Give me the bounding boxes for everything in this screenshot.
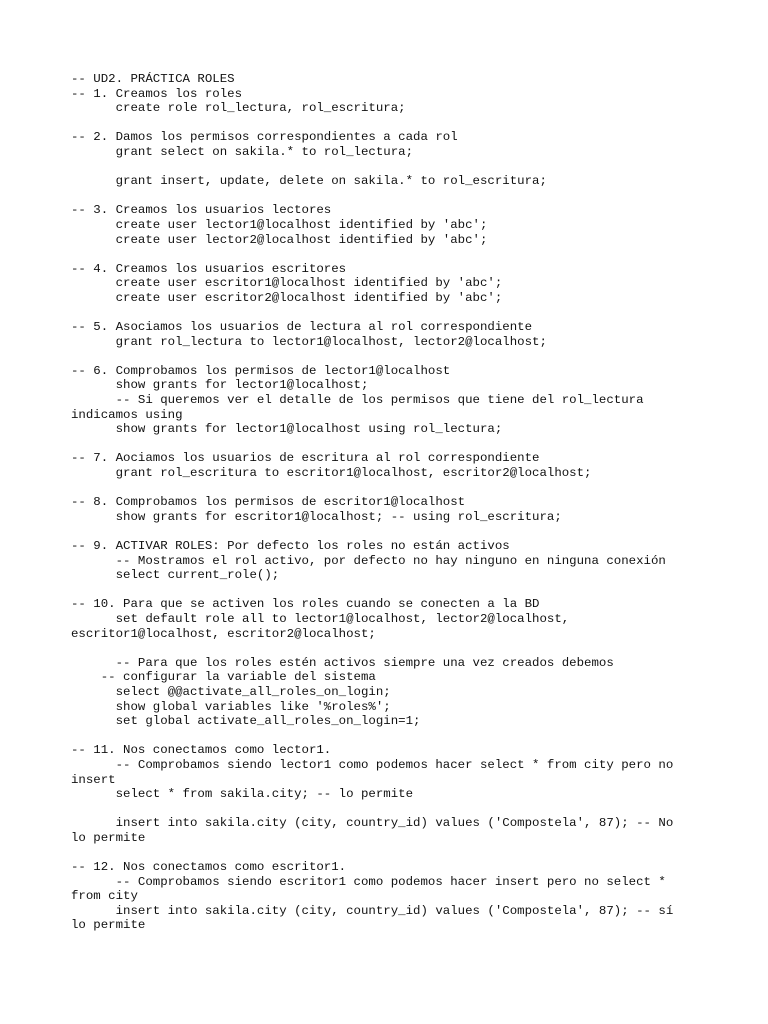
text-line: -- 6. Comprobamos los permisos de lector1@localhost — [71, 363, 451, 378]
text-line: -- 1. Creamos los roles — [71, 86, 243, 101]
text-line: escritor1@localhost, escritor2@localhost; — [71, 626, 376, 641]
text-line: create role rol_lectura, rol_escritura; — [71, 101, 406, 116]
blank-line — [71, 524, 691, 539]
blank-line — [71, 729, 691, 744]
text-line: -- 3. Creamos los usuarios lectores — [71, 203, 332, 218]
text-line: -- Para que los roles estén activos siempre una vez creados debemos — [71, 655, 614, 670]
text-line: -- 7. Aociamos los usuarios de escritura al rol correspondiente — [71, 451, 540, 466]
blank-line — [71, 845, 691, 860]
blank-line — [71, 160, 691, 175]
text-line: -- Mostramos el rol activo, por defecto no hay ninguno en ninguna conexión — [71, 553, 666, 568]
text-line: lo permite — [71, 830, 146, 845]
text-line: show grants for lector1@localhost; — [71, 378, 369, 393]
text-line: insert into sakila.city (city, country_id) values ('Compostela', 87); -- sí — [71, 903, 674, 918]
text-line: show global variables like '%roles%'; — [71, 699, 391, 714]
text-line: insert into sakila.city (city, country_id) values ('Compostela', 87); -- No — [71, 816, 674, 831]
text-line: -- Si queremos ver el detalle de los permisos que tiene del rol_lectura — [71, 393, 644, 408]
text-line: -- 10. Para que se activen los roles cuando se conecten a la BD — [71, 597, 540, 612]
blank-line — [71, 116, 691, 131]
text-line: -- 9. ACTIVAR ROLES: Por defecto los roles no están activos — [71, 539, 510, 553]
text-line: -- 2. Damos los permisos correspondientes a cada rol — [71, 130, 458, 145]
text-line: -- 8. Comprobamos los permisos de escritor1@localhost — [71, 495, 466, 510]
text-line: -- 12. Nos conectamos como escritor1. — [71, 860, 347, 875]
blank-line — [71, 641, 691, 656]
text-line: grant rol_lectura to lector1@localhost, lector2@localhost; — [71, 334, 547, 349]
text-line: show grants for escritor1@localhost; -- using rol_escritura; — [71, 509, 562, 524]
text-line: select current_role(); — [71, 568, 280, 583]
sql-script-text — [71, 72, 691, 933]
text-line: indicamos using — [71, 407, 183, 422]
text-line: lo permite — [71, 918, 146, 933]
blank-line — [71, 306, 691, 321]
text-line: create user lector1@localhost identified by 'abc'; — [71, 217, 488, 232]
blank-line — [71, 802, 691, 817]
blank-line — [71, 437, 691, 452]
text-line: -- 5. Asociamos los usuarios de lectura al rol correspondiente — [71, 320, 533, 335]
text-line: set default role all to lector1@localhost, lector2@localhost, — [71, 611, 570, 626]
text-line: select @@activate_all_roles_on_login; — [71, 684, 391, 699]
text-line: insert — [71, 772, 116, 787]
text-line: create user escritor1@localhost identified by 'abc'; — [71, 276, 503, 291]
text-line: -- Comprobamos siendo lector1 como podemos hacer select * from city pero no — [71, 757, 674, 772]
text-line: grant insert, update, delete on sakila.* to rol_escritura; — [71, 174, 547, 189]
text-line: -- configurar la variable del sistema — [71, 670, 376, 685]
text-line: grant rol_escritura to escritor1@localhost, escritor2@localhost; — [71, 466, 592, 481]
text-line: -- UD2. PRÁCTICA ROLES — [71, 72, 235, 86]
text-line: create user escritor2@localhost identified by 'abc'; — [71, 290, 503, 305]
text-line: set global activate_all_roles_on_login=1; — [71, 714, 421, 729]
text-line: -- 4. Creamos los usuarios escritores — [71, 261, 347, 276]
text-line: from city — [71, 889, 138, 904]
blank-line — [71, 583, 691, 598]
text-line: show grants for lector1@localhost using rol_lectura; — [71, 422, 503, 437]
text-line: grant select on sakila.* to rol_lectura; — [71, 144, 414, 159]
blank-line — [71, 247, 691, 262]
blank-line — [71, 189, 691, 204]
blank-line — [71, 481, 691, 496]
text-line: -- 11. Nos conectamos como lector1. — [71, 743, 332, 758]
text-line: -- Comprobamos siendo escritor1 como podemos hacer insert pero no select * — [71, 874, 666, 889]
text-line: select * from sakila.city; -- lo permite — [71, 787, 414, 802]
text-line: create user lector2@localhost identified by 'abc'; — [71, 232, 488, 247]
blank-line — [71, 349, 691, 364]
